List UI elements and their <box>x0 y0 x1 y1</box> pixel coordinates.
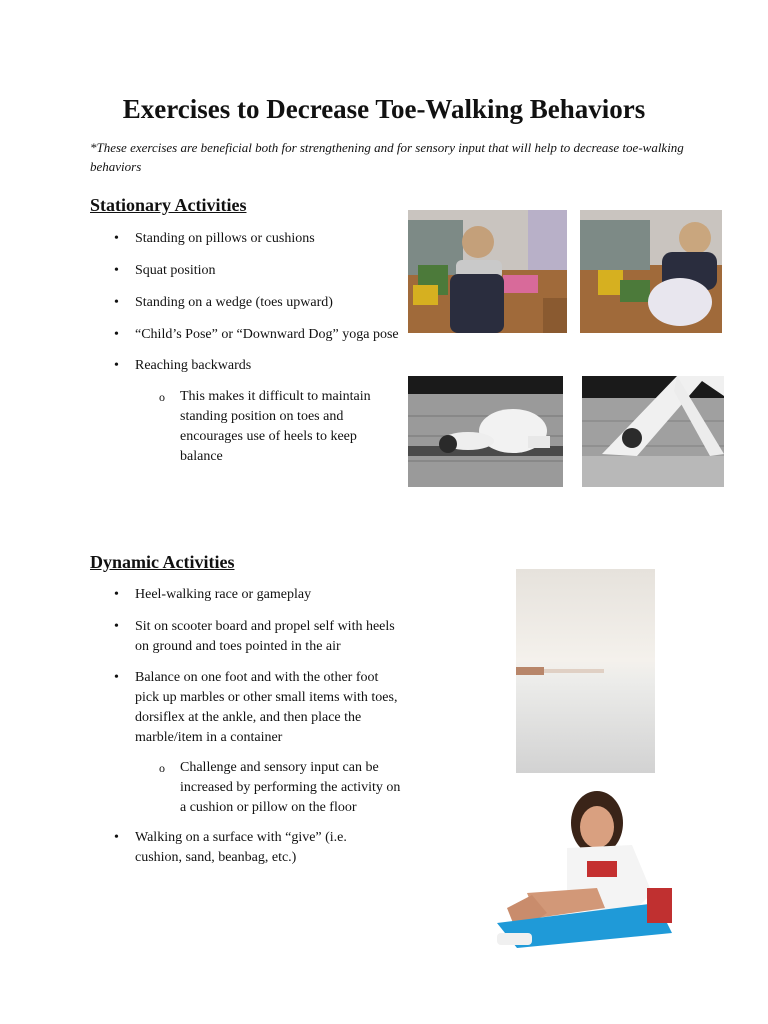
sub-list-item: o Challenge and sensory input can be increased by performing the activity on a cushion or pillow on the floor <box>90 758 405 818</box>
list-item: • Balance on one foot and with the other foot pick up marbles or other small items with toes, dorsiflex at the ankle, and then place the marble/item in a container <box>90 668 405 748</box>
stationary-heading: Stationary Activities <box>90 195 247 215</box>
list-item: • Reaching backwards <box>90 356 400 376</box>
list-item: • Standing on pillows or cushions <box>90 229 400 249</box>
dynamic-list-continued <box>90 828 405 868</box>
sub-list-item: o This makes it difficult to maintain standing position on toes and encourages use of heels to keep balance <box>90 387 400 467</box>
stationary-list <box>90 229 400 376</box>
photo-girl-scooter-board <box>487 783 677 950</box>
dynamic-list-container <box>90 585 405 868</box>
photo-child-squatting <box>580 210 722 333</box>
photo-child-standing <box>408 210 567 333</box>
list-item: • Standing on a wedge (toes upward) <box>90 293 400 313</box>
photo-blurred-foot <box>516 569 655 773</box>
list-item: • Sit on scooter board and propel self with heels on ground and toes pointed in the air <box>90 617 405 657</box>
intro-note: *These exercises are beneficial both for strengthening and for sensory input that will help to decrease toe-walking behaviors <box>90 140 684 174</box>
photo-childs-pose <box>408 376 563 487</box>
photo-downward-dog <box>582 376 724 487</box>
page-title: Exercises to Decrease Toe-Walking Behaviors <box>122 94 646 124</box>
list-item: • “Child’s Pose” or “Downward Dog” yoga pose <box>90 325 400 345</box>
stationary-list-container <box>90 229 400 467</box>
list-item: • Walking on a surface with “give” (i.e. cushion, sand, beanbag, etc.) <box>90 828 395 868</box>
dynamic-heading: Dynamic Activities <box>90 552 235 572</box>
dynamic-list <box>90 585 405 748</box>
list-item: • Squat position <box>90 261 400 281</box>
list-item: • Heel-walking race or gameplay <box>90 585 405 605</box>
